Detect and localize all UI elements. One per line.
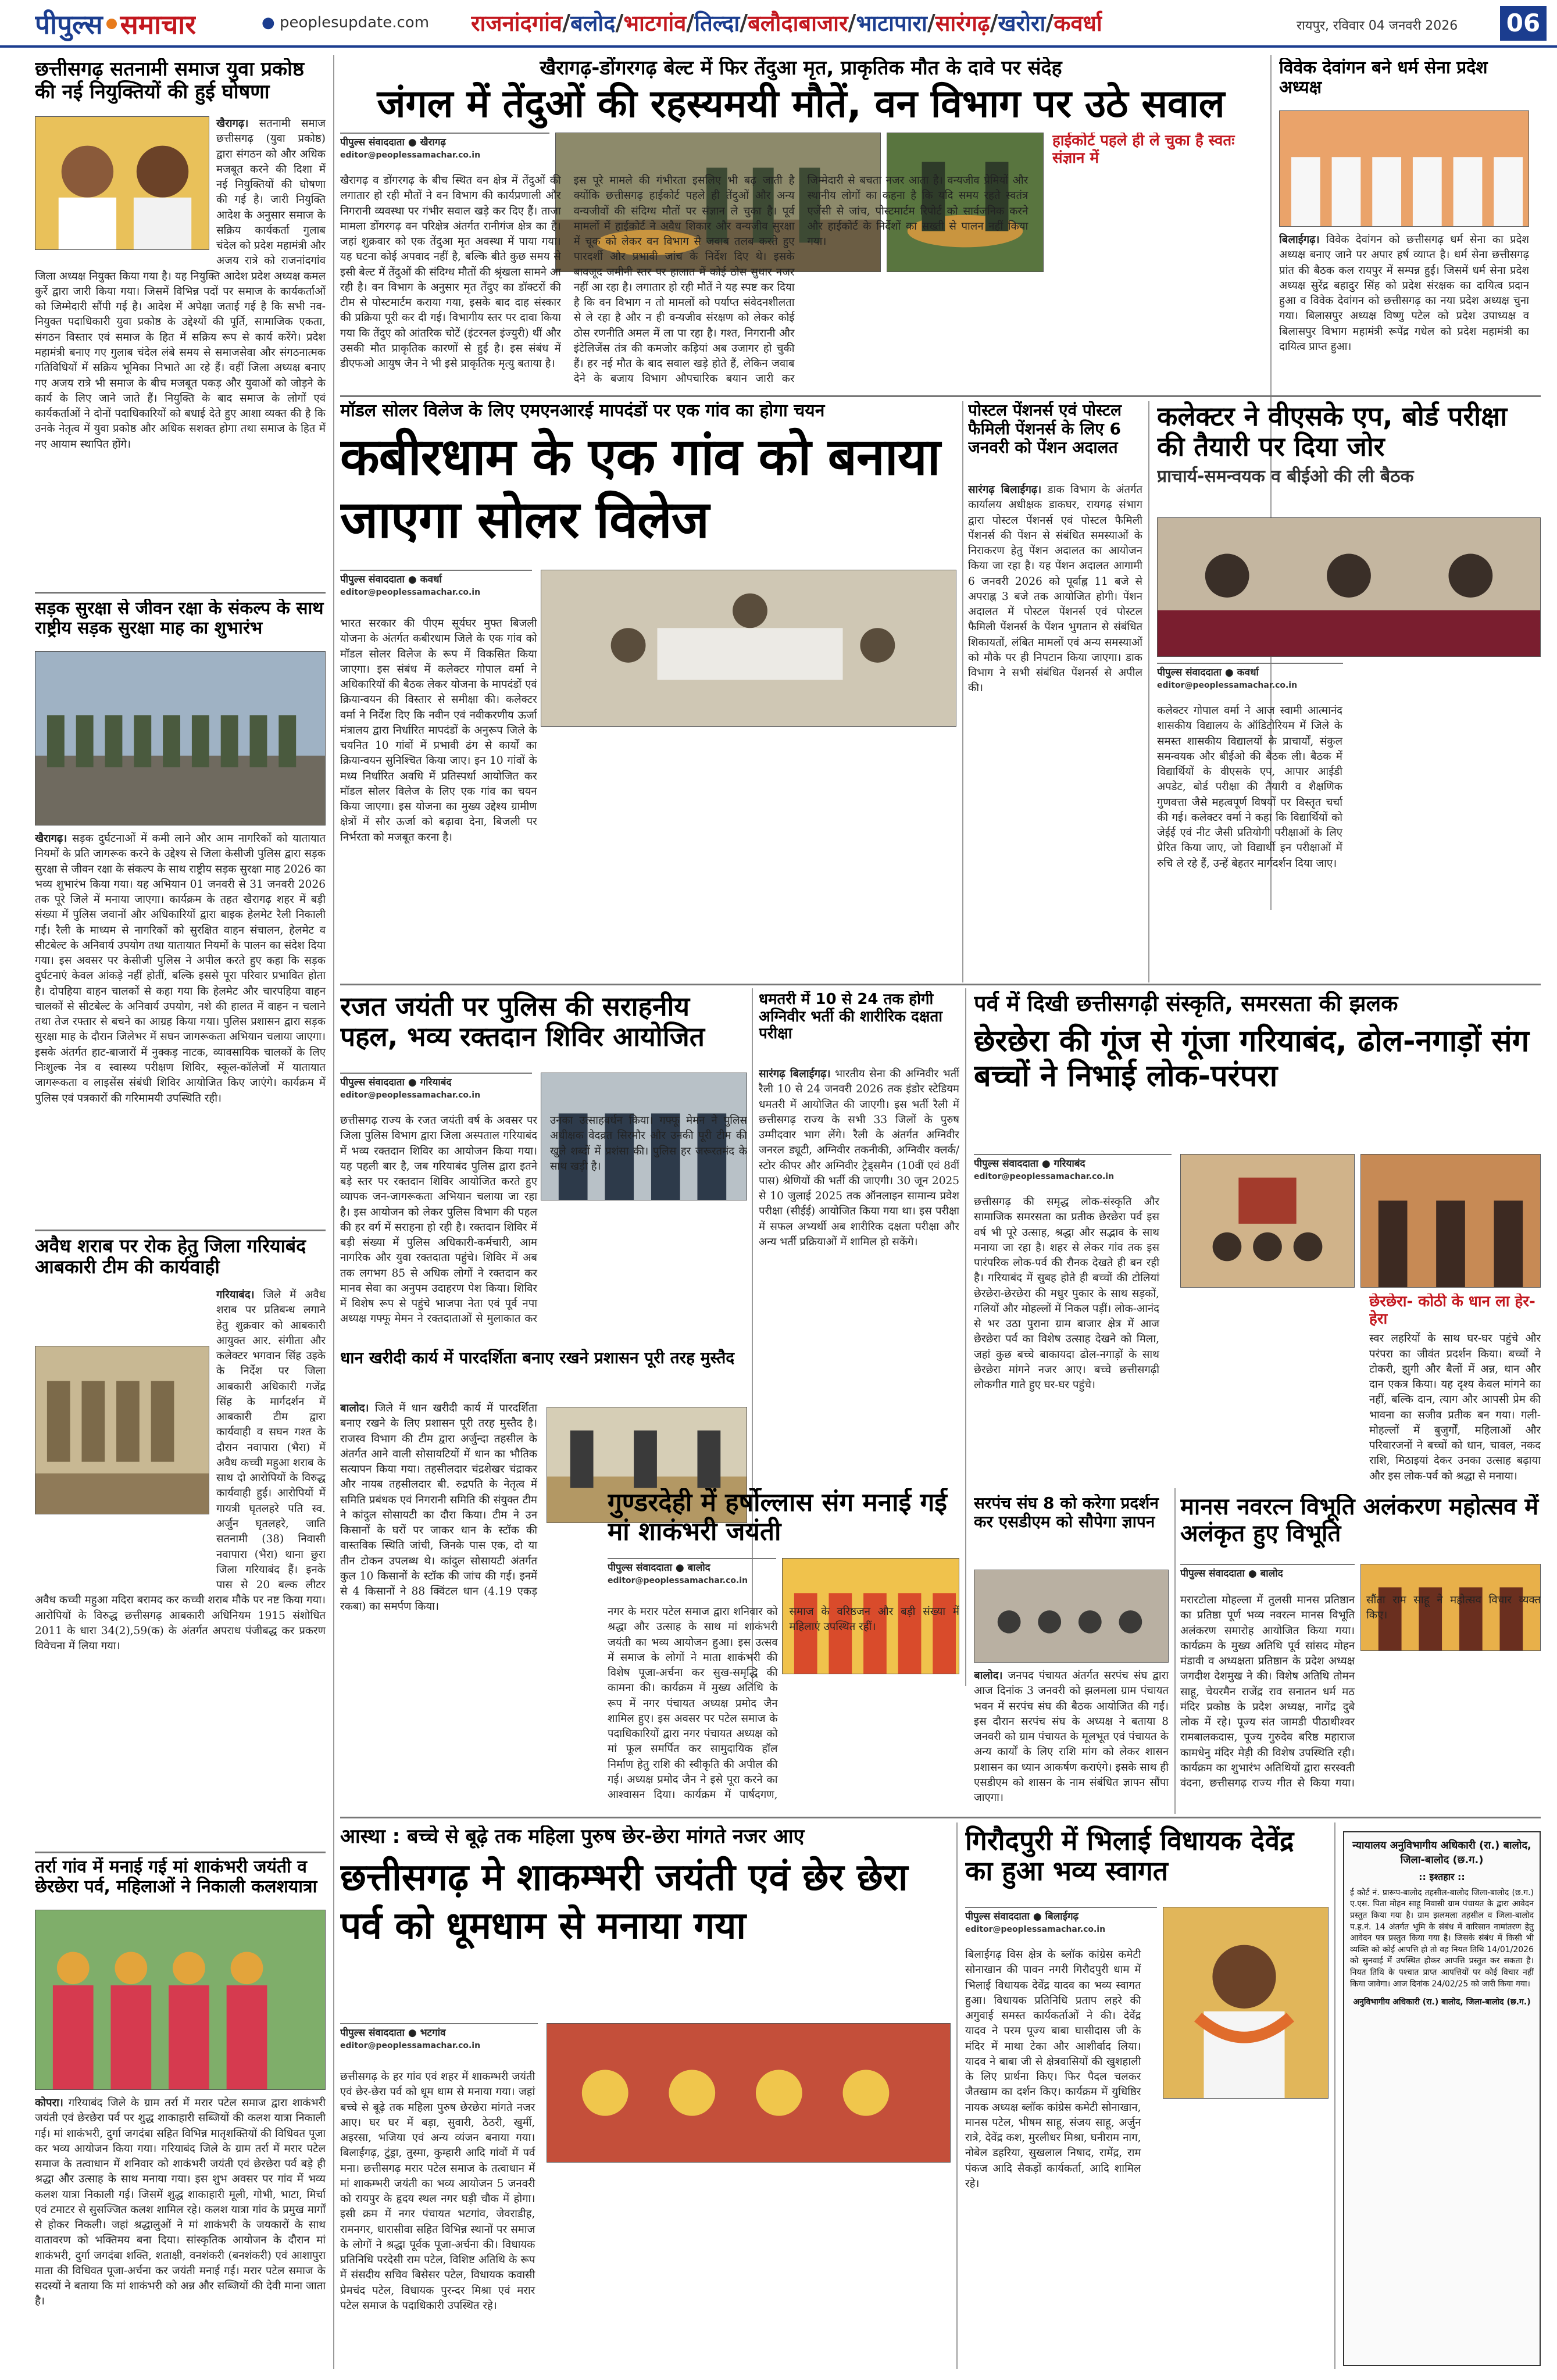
article-headline: धमतरी में 10 से 24 तक होगी अग्निवीर भर्ती की शारीरिक दक्षता परीक्षा xyxy=(759,991,943,1043)
article-email: editor@peoplessamachar.co.in xyxy=(608,1575,748,1585)
article-byline: पीपुल्स संवाददाता ● भटगांव xyxy=(340,2023,538,2040)
district-link[interactable]: तिल्दा xyxy=(694,10,740,36)
district-link[interactable]: बलौदाबाजार xyxy=(748,10,848,36)
article-manas xyxy=(1180,1494,1541,1814)
article-body xyxy=(35,116,326,452)
article-body xyxy=(35,831,326,1106)
website-text: peoplesupdate.com xyxy=(279,14,430,31)
article-subheadline: हाईकोर्ट पहले ही ले चुका है स्वतः संज्ञान में xyxy=(1052,133,1235,167)
article-headline: जंगल में तेंदुओं की रहस्यमयी मौतें, वन विभाग पर उठे सवाल xyxy=(377,81,1225,126)
article-tarra xyxy=(35,1857,326,2369)
article-byline: पीपुल्स संवाददाता ● बालोद xyxy=(608,1558,776,1575)
body-text: नगर के मरार पटेल समाज द्वारा शनिवार को श्रद्धा और उत्साह के साथ मां शाकंभरी जयंती का भव्य आयोजन हुआ। इस उत्सव में समाज के लोगों ने माता शाकंभरी की विशेष पूजा-अर्चना कर सुख-समृद्धि की कामना की। कार्यक्रम में मुख्य अतिथि के रूप में नगर पंचायत अध्यक्ष प्रमोद जैन शामिल हुए। इस अवसर पर पटेल समाज के पदाधिकारियों द्वारा नगर पंचायत अध्यक्ष को मां फूल समर्पित कर सामुदायिक हॉल निर्माण हेतु राशि की स्वीकृति की अपील की गई। अध्यक्ष प्रमोद जैन ने इसे पूरा करने का आश्वासन दिया। कार्यक्रम में पार्षदगण, समाज के वरिष्ठजन और बड़ी संख्या में महिलाएं उपस्थित रहीं। xyxy=(608,1606,959,1802)
article-byline: पीपुल्स संवाददाता ● खैरागढ़ xyxy=(340,133,549,150)
byline-text: पीपुल्स संवाददाता xyxy=(1157,667,1222,678)
article-headline: सरपंच संघ 8 को करेगा प्रदर्शन कर एसडीएम को सौपेगा ज्ञापन xyxy=(974,1494,1159,1531)
section-divider xyxy=(35,1852,326,1853)
byline-place: खैरागढ़ xyxy=(420,137,446,148)
byline-place: गरियाबंद xyxy=(1054,1158,1085,1170)
article-body xyxy=(974,1195,1358,1485)
article-body xyxy=(759,1067,959,1250)
article-byline: पीपुल्स संवाददाता ● बालोद xyxy=(1180,1564,1355,1581)
byline-place: गरियाबंद xyxy=(420,1077,452,1088)
masthead xyxy=(0,0,1557,48)
article-headline: पोस्टल पेंशनर्स एवं पोस्टल फैमिली पेंशनर्स के लिए 6 जनवरी को पेंशन अदालत xyxy=(968,401,1122,457)
district-separator: / xyxy=(686,10,695,35)
article-email: editor@peoplessamachar.co.in xyxy=(340,587,481,597)
notice-title: न्यायालय अनुविभागीय अधिकारी (रा.) बालोद, जिला-बालोद (छ.ग.) xyxy=(1352,1839,1531,1867)
article-headline: रजत जयंती पर पुलिस की सराहनीय पहल, भव्य रक्तदान शिविर आयोजित xyxy=(340,991,705,1053)
district-link[interactable]: खरोरा xyxy=(998,10,1046,36)
article-agniveer xyxy=(759,991,959,1503)
article-email: editor@peoplessamachar.co.in xyxy=(340,2040,481,2050)
byline-text: पीपुल्स संवाददाता xyxy=(340,574,405,585)
body-text: गरियाबंद जिले के ग्राम तर्रा में मरार पटेल समाज द्वारा शाकंभरी जयंती एवं छेरछेरा पर्व पर शुद्ध शाकाहारी सब्जियों की कलश यात्रा निकाली गई। मां शाकंभरी, दुर्गा जगदंबा सहित विभिन्न मातृशक्तियों की विधिवत पूजा कर भव्य आयोजन किया गया। गरियाबंद जिले के ग्राम तर्रा में मरार पटेल समाज के तत्वाधान में शनिवार को शाकंभरी जयंती एवं छेरछेरा पर्व बड़े ही श्रद्धा और उत्साह के साथ मनाया गया। इस शुभ अवसर पर गांव में भव्य कलश यात्रा निकाली गई। जिसमें शुद्ध शाकाहारी मूली, गोभी, भाटा, मिर्चा एवं टमाटर से सुसज्जित कलश शामिल रहे। कलश यात्रा गांव के प्रमुख मार्गों से होकर निकली। जहां श्रद्धालुओं ने मां शाकंभरी के जयकारों के साथ वातावरण को भक्तिमय बना दिया। सांस्कृतिक आयोजन के दौरान मां शाकंभरी, दुर्गा जगदंबा शक्ति, शताक्षी, वनशंकरी (बनशंकरी) एवं आशापुरा माता की विधिवत पूजा-अर्चना कर जयंती मनाई गई। मरार पटेल समाज के सदस्यों ने बताया कि मां शाकंभरी को अन्न और सब्जियों की देवी माना जाता है। xyxy=(35,2097,326,2308)
article-subheadline: प्राचार्य-समन्वयक व बीईओ की ली बैठक xyxy=(1157,466,1414,487)
article-postal xyxy=(968,401,1142,977)
byline-text: पीपुल्स संवाददाता xyxy=(974,1158,1038,1170)
body-lead: सारंगढ़ बिलाईगढ़। xyxy=(968,484,1042,496)
article-subheadline: छेरछेरा- कोठी के धान ला हेर-हेरा xyxy=(1369,1293,1535,1328)
byline-text: पीपुल्स संवाददाता xyxy=(1180,1568,1245,1579)
byline-text: पीपुल्स संवाददाता xyxy=(965,1911,1030,1922)
byline-text: पीपुल्स संवाददाता xyxy=(340,1077,405,1088)
district-separator: / xyxy=(990,10,998,35)
article-headline: अवैध शराब पर रोक हेतु जिला गरियाबंद आबकारी टीम की कार्यवाही xyxy=(35,1235,306,1278)
byline-place: बालोद xyxy=(687,1562,710,1574)
article-body xyxy=(608,1604,959,1814)
page-number: 06 xyxy=(1500,6,1547,41)
district-separator: / xyxy=(615,10,624,35)
body-text: जिले में धान खरीदी कार्य में पारदर्शिता बनाए रखने के लिए प्रशासन पूरी तरह मुस्तैद है। राजस्व विभाग की टीम द्वारा अर्जुन्दा तहसील के अंतर्गत आने वाली सोसायटियों में धान का भौतिक सत्यापन किया गया। तहसीलदार चंद्रशेखर चंद्राकर और नायब तहसीलदार बी. रुद्रपति के नेतृत्व में समिति प्रबंधक एवं निगरानी समिति की संयुक्त टीम ने कांदुल सोसायटी का दौरा किया। टीम ने उन किसानों के घरों पर जाकर धान के स्टॉक की वास्तविक स्थिति जांची, जिनके पास एक, दो या तीन टोकन उपलब्ध थे। कांदुल सोसायटी अंतर्गत कुल 10 किसानों के स्टॉक की जांच की गई। इनमें से 4 किसानों ने 88 क्विंटल धान (4.19 एकड़ रकबा) का समर्पण किया। xyxy=(340,1402,537,1613)
legal-notice xyxy=(1343,1831,1541,2366)
globe-icon: ● xyxy=(262,14,275,31)
article-body xyxy=(1279,233,1529,355)
brand-left: पीपुल्स xyxy=(35,9,103,40)
article-collector xyxy=(1157,401,1541,977)
section-divider xyxy=(1145,395,1541,397)
article-headline: सड़क सुरक्षा से जीवन रक्षा के संकल्प के साथ राष्ट्रीय सड़क सुरक्षा माह का शुभारंभ xyxy=(35,599,324,639)
article-byline: पीपुल्स संवाददाता ● कवर्धा xyxy=(1157,663,1343,680)
article-giraudpuri xyxy=(965,1825,1329,2369)
article-kicker: खैरागढ़-डोंगरगढ़ बेल्ट में फिर तेंदुआ मृत, प्राकृतिक मौत के दावे पर संदेह xyxy=(540,57,1062,80)
body-text: जिले में अवैध शराब पर प्रतिबन्ध लगाने हेतु शुक्रवार को आबकारी आयुक्त आर. संगीता और कलेक्टर भगवान सिंह उइके के निर्देश पर जिला आबकारी अधिकारी गजेंद्र सिंह के मार्गदर्शन में आबकारी टीम द्वारा कार्यवाही व सघन गश्त के दौरान नवापारा (भैरा) में अवैध कच्ची महुआ शराब के साथ दो आरोपियों के विरुद्ध कार्यवाही हुई। आरोपियों में गायत्री घृतलहरे पति स्व. अर्जुन घृतलहरे, जाति सतनामी (38) निवासी नवापारा (भैरा) थाना छुरा जिला गरियाबंद हैं। इनके पास से 20 बल्क लीटर अवैध कच्ची महुआ मदिरा बरामद कर कच्ची शराब मौके पर नष्ट किया गया। आरोपियों के विरुद्ध छत्तीसगढ़ आबकारी अधिनियम 1915 संशोधित 2011 के धारा 34(2),59(क) के अंतर्गत अपराध पंजीबद्ध कर प्रकरण विवेचना में लिया गया। xyxy=(35,1289,326,1653)
district-link[interactable]: बलोद xyxy=(570,10,616,36)
article-body xyxy=(1157,703,1541,977)
district-separator: / xyxy=(848,10,856,35)
article-headline: गिरौदपुरी में भिलाई विधायक देवेंद्र का हुआ भव्य स्वागत xyxy=(965,1825,1294,1887)
notice-signature: अनुविभागीय अधिकारी (रा.) बालोद, जिला-बालोद (छ.ग.) xyxy=(1353,1997,1531,2007)
body-text: छत्तीसगढ़ की समृद्ध लोक-संस्कृति और सामाजिक समरसता का प्रतीक छेरछेरा पर्व इस वर्ष भी पूरे उत्साह, श्रद्धा और सद्भाव के साथ मनाया जा रहा है। शहर से लेकर गांव तक इस पारंपरिक लोक-पर्व की रौनक देखते ही बन रही है। गरियाबंद में सुबह होते ही बच्चों की टोलियां छेरछेरा-छेरछेरा की मधुर पुकार के साथ सड़कों, गलियों और मोहल्लों में निकल पड़ीं। लोक-आनंद से भर उठा पुराना ग्राम बाजार क्षेत्र में आज छेरछेरा पर्व का विशेष उत्साह देखने को मिला, जहां कुछ बच्चे बाकायदा ढोल-नगाड़ों के साथ छेरछेरा मांगने नजर आए। बच्चे छत्तीसगढ़ी लोकगीत गाते हुए घर-घर पहुंचे। xyxy=(974,1196,1159,1392)
district-link[interactable]: कवर्धा xyxy=(1054,10,1102,36)
column-rule xyxy=(1148,401,1149,982)
body-subtext: इस पूरे मामले की गंभीरता इसलिए भी बढ़ जाती है क्योंकि छत्तीसगढ़ हाईकोर्ट पहले ही तेंदुओं और अन्य वन्यजीवों की संदिग्ध मौतों पर संज्ञान ले चुका है। पूर्व मामलों में हाईकोर्ट ने अवैध शिकार और वन्यजीव सुरक्षा में चूक को लेकर वन विभाग से जवाब तलब करते हुए पारदर्शी और प्रभावी जांच के निर्देश दिए थे। इसके बावजूद जमीनी स्तर पर हालात में कोई ठोस सुधार नजर नहीं आ रहा है। लगातार हो रही मौतें ने यह स्पष्ट कर दिया है कि वन विभाग न तो मामलों को पर्याप्त संवेदनशीलता से ले रहा है और न ही वन्यजीव संरक्षण को लेकर कोई ठोस रणनीति अमल में ला पा रहा है। गश्त, निगरानी और इंटेलिजेंस तंत्र की कमजोर कड़ियां अब उजागर हो चुकी हैं। हर नई मौत के बाद सवाल खड़े होते हैं, लेकिन जवाब देने के बजाय विभाग औपचारिक बयान जारी कर जिम्मेदारी से बचता नजर आता है। वन्यजीव प्रेमियों और स्थानीय लोगों का कहना है कि यदि समय रहते स्वतंत्र एजेंसी से जांच, पोस्टमार्टम रिपोर्ट को सार्वजनिक करने और हाईकोर्ट के निर्देशों का सख्ती से पालन नहीं किया गया। xyxy=(573,174,1029,385)
article-email: editor@peoplessamachar.co.in xyxy=(1157,680,1298,690)
section-divider xyxy=(340,1817,1541,1818)
body-text: कलेक्टर गोपाल वर्मा ने आज स्वामी आत्मानंद शासकीय विद्यालय के ऑडिटोरियम में जिले के समस्त शासकीय विद्यालयों के प्राचार्यों, संकुल समन्वयक और बीईओ की बैठक ली। बैठक में विद्यार्थियों के वीएसके एप, आपार आईडी अपडेट, बोर्ड परीक्षा की तैयारी व शैक्षणिक गुणवत्ता जैसे महत्वपूर्ण विषयों पर विस्तृत चर्चा की गई। कलेक्टर वर्मा ने कहा कि विद्यार्थियों को जेईई एवं नीट जैसी प्रतियोगी परीक्षाओं के लिए प्रेरित किया जाए, जो विद्यार्थी इन परीक्षाओं में रुचि ले रहे हैं, उन्हें बेहतर मार्गदर्शन दिया जाए। xyxy=(1157,705,1342,870)
website-link[interactable] xyxy=(262,14,429,31)
body-lead: गरियाबंद। xyxy=(216,1289,255,1301)
section-divider xyxy=(35,592,326,594)
article-headline: धान खरीदी कार्य में पारदर्शिता बनाए रखने प्रशासन पूरी तरह मुस्तैद xyxy=(340,1349,735,1367)
byline-place: कवर्धा xyxy=(1237,667,1259,678)
district-link[interactable]: भाटगांव xyxy=(623,10,687,36)
article-body xyxy=(965,1947,1329,2369)
article-headline: छत्तीसगढ़ सतनामी समाज युवा प्रकोष्ठ की नई नियुक्तियों की हुई घोषणा xyxy=(35,58,304,103)
body-lead: खैरागढ़। xyxy=(35,832,67,845)
article-shakambhari xyxy=(340,1825,951,2369)
article-body xyxy=(1180,1593,1541,1814)
article-chherchhera xyxy=(974,991,1541,1485)
article-photo xyxy=(1157,517,1541,657)
article-body xyxy=(340,616,956,977)
dateline: रायपुर, रविवार 04 जनवरी 2026 xyxy=(1297,19,1458,33)
body-text: बिलाईगढ़ विस क्षेत्र के ब्लॉक कांग्रेस कमेटी सोनाखान की पावन नगरी गिरौदपुरी धाम में भिलाई विधायक देवेंद्र यादव का भव्य स्वागत हुआ। विधायक प्रतिनिधि प्रताप लहरे की अगुवाई समस्त कार्यकर्ताओं ने की। देवेंद्र यादव ने परम पूज्य बाबा घासीदास जी के मंदिर में माथा टेका और आशीर्वाद लिया। यादव ने बाबा जी से क्षेत्रवासियों की खुशहाली के लिए प्रार्थना किए। फिर पैदल चलकर जैतखाम का दर्शन किए। कार्यक्रम में युधिष्ठिर नायक अध्यक्ष ब्लॉक कांग्रेस कमेटी सोनाखान, मानस पटेल, भीषम साहू, संजय साहू, अर्जुन रात्रे, देवेंद्र कश, मुरलीधर मिश्रा, घनीराम नाग, नोबेल डहरिया, सुखलाल निषाद, रामेंद्र, राम पंकज आदि सैकड़ों कार्यकर्ता, आदि शामिल रहे। xyxy=(965,1949,1141,2190)
article-body xyxy=(968,483,1142,696)
section-divider xyxy=(35,1230,326,1231)
body-text: मरारटोला मोहल्ला में तुलसी मानस प्रतिष्ठान का प्रतिष्ठा पूर्ण भव्य नवरत्न मानस विभूति अलंकरण समारोह आयोजित किया गया। कार्यक्रम के मुख्य अतिथि पूर्व सांसद मोहन मंडावी व अध्यक्षता प्रतिष्ठान के प्रदेश अध्यक्ष जगदीश देशमुख ने की। विशेष अतिथि तोमन साहू, चेयरमैन राजेंद्र राव सनातन धर्म मठ मंदिर प्रकोष्ठ के प्रदेश अध्यक्ष, नागेंद्र दुबे लोक में रहे। पूज्य संत जामडी पीठाधीश्वर रामबालकदास, पूज्य गुरुदेव बरिष्ठ महाराज कामधेनु मंदिर मेड़ी की विशेष उपस्थिति रही। कार्यक्रम का शुभारंभ अतिथियों द्वारा सरस्वती वंदना, छत्तीसगढ़ राज्य गीत से किया गया। सौंता राम साहू ने महोत्सव विचार व्यक्त किए। xyxy=(1180,1594,1541,1790)
body-lead: बिलाईगढ़। xyxy=(1279,234,1320,246)
column-rule xyxy=(962,401,963,982)
notice-body: ई कोर्ट नं. प्रारूप-बालोद तहसील-बालोद जिला-बालोद (छ.ग.) ए.एस. पिता मोहन साहू निवासी ग्राम पंचायत के द्वारा आवेदन प्रस्तुत किया गया है। ग्राम झलमला तहसील व जिला-बालोद प.ह.नं. 14 अंतर्गत भूमि के संबंध में वारिसान नामांतरण हेतु आवेदन पत्र प्रस्तुत किया गया है। जिसके संबंध में किसी भी व्यक्ति को कोई आपत्ति हो तो वह नियत तिथि 14/01/2026 को सुनवाई में उपस्थित होकर आपत्ति प्रस्तुत कर सकता है। नियत तिथि के पश्चात प्राप्त आपत्तियों पर कोई विचार नहीं किया जावेगा। आज दिनांक 24/02/25 को जारी किया गया। xyxy=(1350,1888,1534,1989)
article-photo xyxy=(1279,110,1529,227)
body-text: सड़क दुर्घटनाओं में कमी लाने और आम नागरिकों को यातायात नियमों के प्रति जागरूक करने के उद्देश्य से जिला केसीजी पुलिस द्वारा सड़क सुरक्षा से जीवन रक्षा के संकल्प के साथ राष्ट्रीय सड़क सुरक्षा माह 2026 का भव्य शुभारंभ किया गया। यह अभियान 01 जनवरी से 31 जनवरी 2026 तक पूरे जिले में मनाया जाएगा। कार्यक्रम के तहत खैरागढ़ शहर में बड़ी संख्या में पुलिस जवानों और अधिकारियों द्वारा बाइक हेलमेट रैली निकाली गई। रैली के माध्यम से नागरिकों को सुरक्षित वाहन संचालन, हेलमेट व सीटबेल्ट के अनिवार्य उपयोग तथा यातायात नियमों के पालन का संदेश दिया गया। इस अवसर पर केसीजी पुलिस ने अपील करते हुए कहा कि सड़क दुर्घटनाएं केवल आंकड़े नहीं होतीं, बल्कि इससे पूरा परिवार प्रभावित होता है। दोपहिया वाहन चालकों से कहा गया कि हेलमेट और चारपहिया वाहन चालकों से सीटबेल्ट के अनिवार्य उपयोग, नशे की हालत में वाहन न चलाने तथा तेज रफ्तार से बचने का आग्रह किया गया। पुलिस प्रशासन द्वारा सड़क सुरक्षा माह के दौरान जिलेभर में सघन जागरूकता अभियान चलाया जाएगा। इसके अंतर्गत हाट-बाजारों में नुक्कड़ नाटक, व्यावसायिक चालकों के लिए निःशुल्क नेत्र व स्वास्थ्य परीक्षण शिविर, स्कूल-कॉलेजों में यातायात जागरूकता व लाइसेंस संबंधी शिविर आयोजित किए जाएंगे। कार्यक्रम में पुलिस एवं पत्रकारों की गरिमामयी उपस्थिति रही। xyxy=(35,832,326,1105)
article-byline: पीपुल्स संवाददाता ● गरियाबंद xyxy=(974,1154,1172,1171)
article-body xyxy=(35,2096,326,2310)
article-kicker: मॉडल सोलर विलेज के लिए एमएनआरई मापदंडों पर एक गांव का होगा चयन xyxy=(340,401,825,421)
article-leopard xyxy=(340,57,1262,391)
article-photo xyxy=(1360,1154,1541,1288)
article-headline: तर्रा गांव में मनाई गई मां शाकंभरी जयंती व छेरछेरा पर्व, महिलाओं ने निकाली कलशयात्रा xyxy=(35,1857,317,1897)
body-lead: सारंगढ़ बिलाईगढ़। xyxy=(759,1068,831,1080)
article-byline: पीपुल्स संवाददाता ● कवर्धा xyxy=(340,570,532,587)
article-gundardehi xyxy=(608,1488,959,1814)
article-email: editor@peoplessamachar.co.in xyxy=(340,1090,481,1100)
body-text: छत्तीसगढ़ के हर गांव एवं शहर में शाकम्भरी जयंती एवं छेर-छेरा पर्व को धूम धाम से मनाया गया। जहां बच्चे से बूढ़े तक महिला पुरुष छेरछेरा मांगते नजर आए। घर घर में बड़ा, सुवारी, ठेठरी, खुर्मी, अइरसा, भजिया एवं अन्य व्यंजन बनाया गया। बिलाईगढ़, टुंड्रा, तुस्मा, कुम्हारी आदि गांवों में पर्व मना। छत्तीसगढ़ मरार पटेल समाज के तत्वाधान में मां शाकम्भरी जयंती का भव्य आयोजन 5 जनवरी को रायपुर के हृदय स्थल नगर घड़ी चौक में होगा। इसी क्रम में नगर पंचायत भटगांव, जेवराडीह, रामनगर, धारासीवा सहित विभिन्न स्थानों पर समाज के लोगों ने श्रद्धा पूर्वक पूजा-अर्चना की। विधायक प्रतिनिधि परदेसी राम पटेल, विशिष्ट अतिथि के रूप में संसदीय सचिव बिसेसर पटेल, विधायक कवासी प्रेमचंद पटेल, विधायक पुरन्दर मिश्रा एवं मरार पटेल समाज के पदाधिकारी उपस्थित रहे। xyxy=(340,2071,535,2312)
article-road-safety xyxy=(35,599,326,1227)
column-rule xyxy=(333,55,334,2369)
byline-place: बालोद xyxy=(1260,1568,1283,1579)
article-kicker: छेरछेरा की गूंज से गूंजा गरियाबंद, ढोल-नगाड़ों संग बच्चों ने निभाई लोक-परंपरा xyxy=(974,1024,1529,1093)
district-link[interactable]: राजनांदगांव xyxy=(471,10,563,36)
body-text: भारत सरकार की पीएम सूर्यघर मुफ्त बिजली योजना के अंतर्गत कबीरधाम जिले के एक गांव को मॉडल सोलर विलेज के रूप में विकसित किया जाएगा। इस संबंध में कलेक्टर गोपाल वर्मा ने अधिकारियों की बैठक लेकर योजना के मापदंडों एवं क्रियान्वयन की विस्तार से समीक्षा की। कलेक्टर वर्मा ने निर्देश दिए कि नवीन एवं नवीकरणीय ऊर्जा मंत्रालय द्वारा निर्धारित मापदंडों के अनुरूप जिले के चयनित 10 गांवों में प्रभावी ढंग से कार्यों का क्रियान्वयन सुनिश्चित किया जाए। इन 10 गांवों के मध्य निर्धारित अवधि में प्रतिस्पर्धा आयोजित कर मॉडल सोलर विलेज के लिए एक गांव का चयन किया जाएगा। इस योजना का मुख्य उद्देश्य ग्रामीण क्षेत्रों में सौर ऊर्जा को बढ़ावा देना, बिजली पर निर्भरता को मजबूत करना है। xyxy=(340,617,537,844)
district-separator: / xyxy=(1045,10,1054,35)
article-sarpanch xyxy=(974,1494,1169,1814)
body-text: भारतीय सेना की अग्निवीर भर्ती रैली 10 से 24 जनवरी 2026 तक इंडोर स्टेडियम धमतरी में आयोजित की जाएगी। इस भर्ती रैली में छत्तीसगढ़ राज्य के सभी 33 जिलों के पुरुष उम्मीदवार भाग लेंगे। रैली के अंतर्गत अग्निवीर जनरल ड्यूटी, अग्निवीर तकनीकी, अग्निवीर क्लर्क/स्टोर कीपर और अग्निवीर ट्रेड्समैन (10वीं एवं 8वीं पास) श्रेणियों की भर्ती की जाएगी। 30 जून 2025 से 10 जुलाई 2025 तक ऑनलाइन सामान्य प्रवेश परीक्षा (सीईई) आयोजित किया गया था। इस परीक्षा में सफल अभ्यर्थी अब शारीरिक दक्षता परीक्षा और अन्य भर्ती प्रक्रियाओं में शामिल हो सकेंगे। xyxy=(759,1068,959,1248)
body-lead: कोपरा। xyxy=(35,2097,63,2109)
body-text: डाक विभाग के अंतर्गत कार्यालय अधीक्षक डाकघर, रायगढ़ संभाग द्वारा पोस्टल पेंशनर्स एवं पोस्टल फैमिली पेंशनर्स की पेंशन से संबंधित समस्याओं के निराकरण हेतु पेंशन अदालत का आयोजन किया जा रहा है। यह पेंशन अदालत आगामी 6 जनवरी 2026 को पूर्वाह्न 11 बजे से अपराह्न 3 बजे तक आयोजित होगी। पेंशन अदालत में पोस्टल पेंशनर्स एवं पोस्टल फैमिली पेंशनर्स के पेंशन भुगतान से संबंधित शिकायतों, लंबित मामलों एवं अन्य समस्याओं को मौके पर ही निपटान किया जाएगा। डाक विभाग ने सभी संबंधित पेंशनर्स से अपील की। xyxy=(968,484,1142,695)
article-solar xyxy=(340,401,956,977)
article-subbody: स्वर लहरियों के साथ घर-घर पहुंचे और परंपरा का जीवंत प्रदर्शन किया। बच्चों ने टोकरी, झुगी और बैलों में अन्न, धान और दान एकत्र किया। यह दृश्य केवल मांगने का नहीं, बल्कि दान, त्याग और आपसी प्रेम की भावना का सजीव प्रतीक बन गया। गली-मोहल्लों में बुजुर्गों, महिलाओं और परिवारजनों ने बच्चों को धान, चावल, नकद राशि, मिठाइयां देकर उनका उत्साह बढ़ाया और इस लोक-पर्व को श्रद्धा से मनाया। xyxy=(1369,1332,1541,1482)
byline-text: पीपुल्स संवाददाता xyxy=(340,2027,405,2039)
article-headline: कलेक्टर ने वीएसके एप, बोर्ड परीक्षा की तैयारी पर दिया जोर xyxy=(1157,401,1508,463)
column-rule xyxy=(965,988,966,1686)
byline-place: भटगांव xyxy=(420,2027,446,2039)
district-separator: / xyxy=(740,10,748,35)
article-body xyxy=(340,1113,747,1340)
body-text: सतनामी समाज छत्तीसगढ़ (युवा प्रकोष्ठ) द्वारा संगठन को और अधिक मजबूत करने की दिशा में नई नियुक्तियों की घोषणा की गई है। जारी नियुक्ति आदेश के अनुसार समाज के सक्रिय कार्यकर्ता गुलाब चंदेल को प्रदेश महामंत्री और अजय रात्रे को राजनांदगांव जिला अध्यक्ष नियुक्त किया गया है। यह नियुक्ति आदेश प्रदेश अध्यक्ष कमल कुर्रे द्वारा जारी किया गया। जिसमें विभिन्न पदों पर समाज के कार्यकर्ताओं को जिम्मेदारी सौंपी गई है। आदेश में अपेक्षा जताई गई है कि सभी नव-नियुक्त पदाधिकारी युवा प्रकोष्ठ के उद्देश्यों की पूर्ति, सामाजिक एकता, संगठन विस्तार एवं समाज के हित में सक्रिय रूप से कार्य करेंगे। प्रदेश महामंत्री बनाए गए गुलाब चंदेल लंबे समय से समाजसेवा और संगठनात्मक गतिविधियों में सक्रिय भूमिका निभाते आ रहे हैं। वहीं जिला अध्यक्ष बनाए गए अजय रात्रे भी समाज के बीच मजबूत पकड़ और युवाओं को जोड़ने के कार्य के लिए जाने जाते हैं। नियुक्ति के बाद समाज के लोगों एवं कार्यकर्ताओं ने दोनों पदाधिकारियों को बधाई देते हुए आशा व्यक्त की है कि उनके नेतृत्व में युवा प्रकोष्ठ और अधिक सशक्त होगा तथा समाज के हित में नए आयाम स्थापित होंगे। xyxy=(35,117,326,451)
body-text: जनपद पंचायत अंतर्गत सरपंच संघ द्वारा आज दिनांक 3 जनवरी को झलमला ग्राम पंचायत भवन में सरपंच संघ की बैठक आयोजित की गई। इस दौरान सरपंच संघ के अध्यक्ष ने बताया 8 जनवरी को ग्राम पंचायत के मूलभूत एवं पंचायत के अन्य कार्यों के लिए राशि मांग को लेकर शासन प्रशासन का ध्यान आकर्षण कराएंगे। इसके साथ ही एसडीएम को शासन के नाम संबंधित ज्ञापन सौंपा जाएगा। xyxy=(974,1670,1169,1804)
column-rule xyxy=(956,1822,958,2369)
article-headline: छत्तीसगढ़ मे शाकम्भरी जयंती एवं छेर छेरा पर्व को धूमधाम से मनाया गया xyxy=(340,1856,908,1947)
article-body xyxy=(340,2070,951,2369)
article-byline: पीपुल्स संवाददाता ● गरियाबंद xyxy=(340,1073,532,1090)
article-headline: मानस नवरत्न विभूति अलंकरण महोत्सव में अलंकृत हुए विभूति xyxy=(1180,1494,1539,1547)
byline-place: बिलाईगढ़ xyxy=(1045,1911,1079,1922)
byline-text: पीपुल्स संवाददाता xyxy=(608,1562,672,1574)
byline-place: कवर्धा xyxy=(420,574,442,585)
brand-right: समाचार xyxy=(120,9,197,40)
article-body xyxy=(974,1668,1169,1806)
article-photo xyxy=(35,1910,326,2090)
district-strip xyxy=(471,8,1102,37)
article-satnami xyxy=(35,58,326,587)
district-link[interactable]: सारंगढ़ xyxy=(935,10,990,36)
article-blood-donation xyxy=(340,991,747,1340)
body-text: विवेक देवांगन को छत्तीसगढ़ धर्म सेना का प्रदेश अध्यक्ष बनाए जाने पर अपार हर्ष व्याप्त है। धर्म सेना छत्तीसगढ़ प्रांत की बैठक कल रायपुर में सम्पन्न हुई। जिसमें धर्म सेना प्रदेश अध्यक्ष सुरेंद्र बहादुर सिंह को प्रदेश संरक्षक का दायित्व प्रदान हुआ व विवेक देवांगन को छत्तीसगढ़ का नया प्रदेश अध्यक्ष चुना गया। बिलासपुर अध्यक्ष विष्णु पटेल को प्रदेश उपाध्यक्ष व बिलासपुर विभाग महामंत्री रूपेंद्र गधेल को प्रदेश महामंत्री का दायित्व प्राप्त हुआ। xyxy=(1279,234,1529,353)
district-separator: / xyxy=(562,10,570,35)
body-lead: खैरागढ़। xyxy=(216,117,249,130)
district-separator: / xyxy=(927,10,935,35)
district-link[interactable]: भाटापारा xyxy=(856,10,927,36)
body-lead: बालोद। xyxy=(340,1402,369,1414)
brand-dot-icon xyxy=(106,19,117,29)
article-body xyxy=(35,1288,326,1654)
article-headline: कबीरधाम के एक गांव को बनाया जाएगा सोलर विलेज xyxy=(340,427,940,549)
body-text: छत्तीसगढ़ राज्य के रजत जयंती वर्ष के अवसर पर जिला पुलिस विभाग द्वारा जिला अस्पताल गरियाबंद में भव्य रक्तदान शिविर का आयोजन किया गया। यह पहली बार है, जब गरियाबंद पुलिस द्वारा इतने बड़े स्तर पर रक्तदान शिविर आयोजित करते हुए व्यापक जन-जागरूकता अभियान चलाया जा रहा है। इस आयोजन को लेकर पुलिस विभाग की पहल की हर वर्ग में सराहना हो रही है। रक्तदान शिविर में बड़ी संख्या में पुलिस अधिकारी-कर्मचारी, आम नागरिक और युवा रक्तदाता पहुंचे। शिविर में अब तक लगभग 85 से अधिक लोगों ने रक्तदान कर मानव सेवा का अनुपम उदाहरण पेश किया। शिविर में विशेष रूप से पहुंचे भाजपा नेता एवं पूर्व नपा अध्यक्ष गफ्फू मेमन ने रक्तदाताओं से मुलाकात कर उनका उत्साहवर्धन किया। गफ्फू मेमन ने पुलिस अधीक्षक वेदव्रत सिरमौर और उनकी पूरी टीम की खुले शब्दों में प्रशंसा की। पुलिस हर जरूरतमंद के साथ खड़ी है। xyxy=(340,1114,747,1325)
article-email: editor@peoplessamachar.co.in xyxy=(340,150,481,160)
article-excise xyxy=(35,1235,326,1852)
body-text: खैरागढ़ व डोंगरगढ़ के बीच स्थित वन क्षेत्र में तेंदुओं की लगातार हो रही मौतों ने वन विभाग की कार्यप्रणाली और निगरानी व्यवस्था पर गंभीर सवाल खड़े कर दिए हैं। ताजा मामला डोंगरगढ़ वन परिक्षेत्र अंतर्गत रानीगंज क्षेत्र का है। जहां शुक्रवार को एक तेंदुआ मृत अवस्था में पाया गया। यह घटना कोई अपवाद नहीं है, बल्कि बीते कुछ समय से इसी बेल्ट में तेंदुओं की संदिग्ध मौतों की श्रृंखला सामने आ रही है। वन विभाग के अनुसार मृत तेंदुए का डॉक्टरों की टीम से पोस्टमार्टम कराया गया, इसके बाद दाह संस्कार की प्रक्रिया पूरी कर दी गई। विभागीय स्तर पर दावा किया गया कि तेंदुए को आंतरिक चोटें (इंटरनल इंज्युरी) थीं और उसकी मौत प्राकृतिक कारणों से हुई है। इस संबंध में डीएफओ आयुष जैन ने भी इसे प्राकृतिक मृत्यु बताया है। xyxy=(340,174,561,370)
column-rule xyxy=(1174,1488,1176,1814)
article-photo xyxy=(974,1570,1169,1663)
article-headline: गुण्डरदेही में हर्षोल्लास संग मनाई गई मां शाकंभरी जयंती xyxy=(608,1488,947,1547)
section-divider xyxy=(340,984,1541,985)
article-byline: पीपुल्स संवाददाता ● बिलाईगढ़ xyxy=(965,1907,1157,1924)
column-rule xyxy=(1334,1822,1335,2369)
article-photo xyxy=(35,651,326,826)
article-body xyxy=(340,173,1262,391)
article-headline: पर्व में दिखी छत्तीसगढ़ी संस्कृति, समरसता की झलक xyxy=(974,991,1398,1016)
section-divider xyxy=(340,395,1262,397)
article-kicker: आस्था : बच्चे से बूढ़े तक महिला पुरुष छेर-छेरा मांगते नजर आए xyxy=(340,1825,805,1848)
article-vivek xyxy=(1279,58,1529,436)
body-lead: बालोद। xyxy=(974,1670,1003,1682)
notice-subtitle: :: इश्तहार :: xyxy=(1419,1871,1465,1883)
byline-text: पीपुल्स संवाददाता xyxy=(340,137,405,148)
article-email: editor@peoplessamachar.co.in xyxy=(965,1924,1106,1934)
article-email: editor@peoplessamachar.co.in xyxy=(974,1171,1115,1181)
article-headline: विवेक देवांगन बने धर्म सेना प्रदेश अध्यक्ष xyxy=(1279,58,1488,98)
brand-logo[interactable] xyxy=(35,6,196,42)
